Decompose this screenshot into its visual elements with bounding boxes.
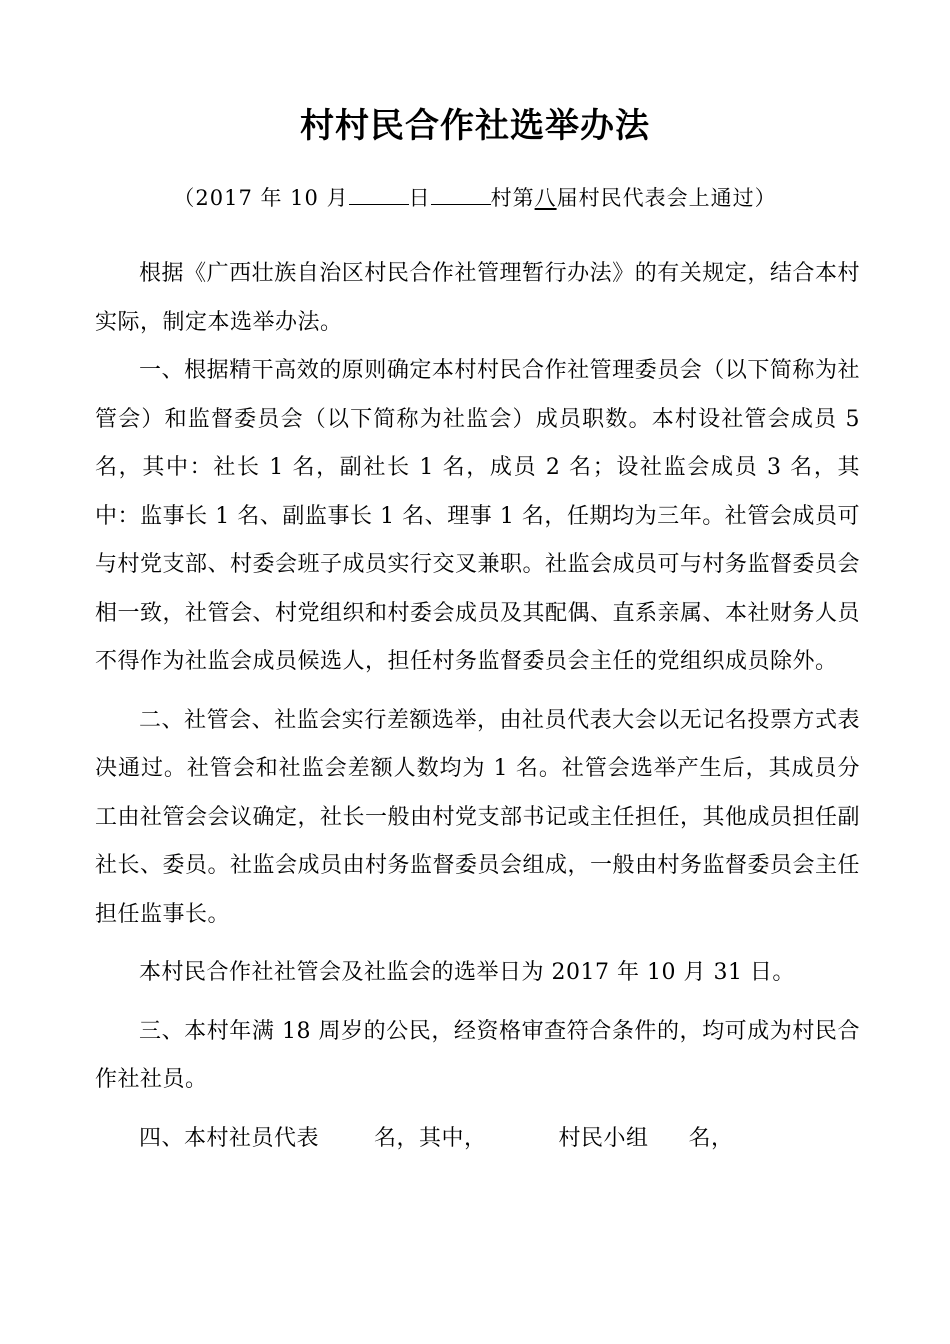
paragraph-election-date: 本村民合作社社管会及社监会的选举日为 2017 年 10 月 31 日。 bbox=[139, 960, 795, 985]
subtitle-village: 村第 bbox=[490, 186, 535, 210]
paragraph-article-2: 二、社管会、社监会实行差额选举，由社员代表大会以无记名投票方式表决通过。社管会和社监会差额人数均为 1 名。社管会选举产生后，其成员分工由社管会会议确定，社长一般由村党支部书记或主任担任，其他成员担任副社长、委员。社监会成员由村务监督委员会组成，一般由村务监督委员会主任担任监事长。 bbox=[95, 707, 861, 927]
article-4-part-1: 四、本村社员代表 bbox=[139, 1125, 320, 1151]
paragraph-intro: 根据《广西壮族自治区村民合作社管理暂行办法》的有关规定，结合本村实际，制定本选举办法。 bbox=[95, 261, 860, 335]
paragraph-article-4 bbox=[95, 1115, 860, 1164]
subtitle-open: （2017 年 10 月 bbox=[173, 186, 349, 210]
subtitle-session: 八 bbox=[534, 186, 557, 210]
subtitle-close: 届村民代表会上通过） bbox=[556, 186, 777, 210]
subtitle-day: 日 bbox=[408, 186, 431, 210]
day-blank bbox=[349, 184, 409, 205]
village-blank bbox=[431, 184, 491, 205]
article-4-part-4: 名， bbox=[688, 1125, 734, 1151]
article-4-part-2: 名，其中， bbox=[374, 1125, 487, 1151]
article-4-part-3: 村民小组 bbox=[558, 1125, 649, 1151]
document-title: 村村民合作社选举办法 bbox=[300, 106, 650, 146]
document-subtitle bbox=[0, 182, 950, 212]
paragraph-article-1: 一、根据精干高效的原则确定本村村民合作社管理委员会（以下简称为社管会）和监督委员会（以下简称为社监会）成员职数。本村设社管会成员 5 名，其中：社长 1 名，副社长 1 名，成员 2 名；设社监会成员 3 名，其中：监事长 1 名、副监事长 1 名、理事 1 名，任期均为三年。社管会成员可与村党支部、村委会班子成员实行交叉兼职。社监会成员可与村务监督委员会相一致，社管会、村党组织和村委会成员及其配偶、直系亲属、本社财务人员不得作为社监会成员候选人，担任村务监督委员会主任的党组织成员除外。 bbox=[95, 358, 861, 674]
paragraph-article-3: 三、本村年满 18 周岁的公民，经资格审查符合条件的，均可成为村民合作社社员。 bbox=[95, 1018, 860, 1092]
document-body bbox=[95, 250, 860, 1163]
